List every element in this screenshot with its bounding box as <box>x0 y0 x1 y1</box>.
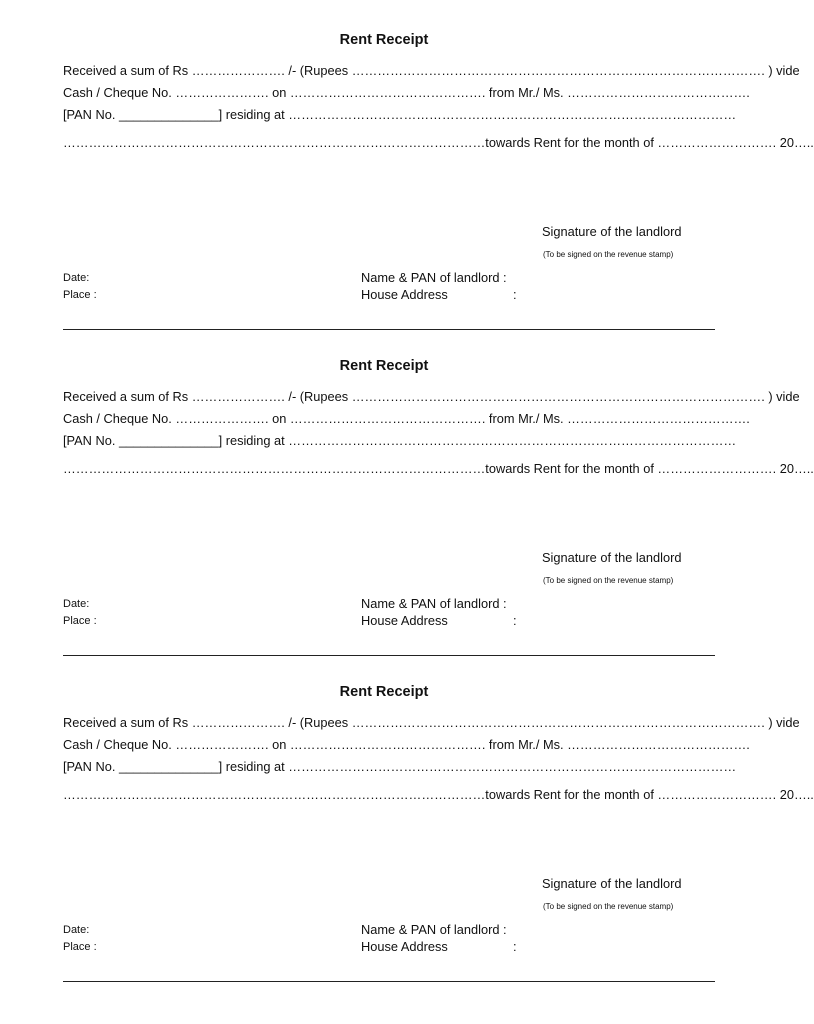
revenue-stamp-note: (To be signed on the revenue stamp) <box>543 902 674 911</box>
house-address-colon: : <box>513 287 517 302</box>
pan-residing-line: [PAN No. ______________] residing at …………………………………………………………………………………………… <box>63 433 737 448</box>
house-address-label: House Address <box>361 287 448 302</box>
landlord-name-pan-label: Name & PAN of landlord : <box>361 270 507 285</box>
landlord-name-pan-label: Name & PAN of landlord : <box>361 596 507 611</box>
landlord-signature-label: Signature of the landlord <box>542 876 682 891</box>
house-address-colon: : <box>513 939 517 954</box>
house-address-label: House Address <box>361 939 448 954</box>
receipt-title: Rent Receipt <box>339 32 429 48</box>
towards-rent-line: ………………………………………………………………………………………towards Rent for the month of ………………………. 20….. <box>63 787 814 802</box>
rent-receipt-2 <box>0 326 814 652</box>
received-sum-line: Received a sum of Rs …………………. /- (Rupees ……………………………………………………………………………………. ) vide <box>63 715 800 730</box>
date-label: Date: <box>63 598 90 610</box>
place-label: Place : <box>63 289 97 301</box>
rent-receipt-3 <box>0 652 814 978</box>
landlord-signature-label: Signature of the landlord <box>542 224 682 239</box>
landlord-name-pan-label: Name & PAN of landlord : <box>361 922 507 937</box>
date-label: Date: <box>63 924 90 936</box>
landlord-signature-label: Signature of the landlord <box>542 550 682 565</box>
towards-rent-line: ………………………………………………………………………………………towards Rent for the month of ………………………. 20….. <box>63 461 814 476</box>
place-label: Place : <box>63 615 97 627</box>
receipt-title: Rent Receipt <box>339 684 429 700</box>
received-sum-line: Received a sum of Rs …………………. /- (Rupees ……………………………………………………………………………………. ) vide <box>63 63 800 78</box>
revenue-stamp-note: (To be signed on the revenue stamp) <box>543 576 674 585</box>
cash-cheque-line: Cash / Cheque No. …………………. on ………………………………………. from Mr./ Ms. ……………………………………. <box>63 85 750 100</box>
receipt-divider <box>63 981 715 982</box>
rent-receipt-1 <box>0 0 814 326</box>
pan-residing-line: [PAN No. ______________] residing at …………………………………………………………………………………………… <box>63 107 737 122</box>
date-label: Date: <box>63 272 90 284</box>
house-address-colon: : <box>513 613 517 628</box>
received-sum-line: Received a sum of Rs …………………. /- (Rupees ……………………………………………………………………………………. ) vide <box>63 389 800 404</box>
revenue-stamp-note: (To be signed on the revenue stamp) <box>543 250 674 259</box>
receipt-title: Rent Receipt <box>339 358 429 374</box>
house-address-label: House Address <box>361 613 448 628</box>
cash-cheque-line: Cash / Cheque No. …………………. on ………………………………………. from Mr./ Ms. ……………………………………. <box>63 737 750 752</box>
place-label: Place : <box>63 941 97 953</box>
pan-residing-line: [PAN No. ______________] residing at …………………………………………………………………………………………… <box>63 759 737 774</box>
towards-rent-line: ………………………………………………………………………………………towards Rent for the month of ………………………. 20….. <box>63 135 814 150</box>
cash-cheque-line: Cash / Cheque No. …………………. on ………………………………………. from Mr./ Ms. ……………………………………. <box>63 411 750 426</box>
